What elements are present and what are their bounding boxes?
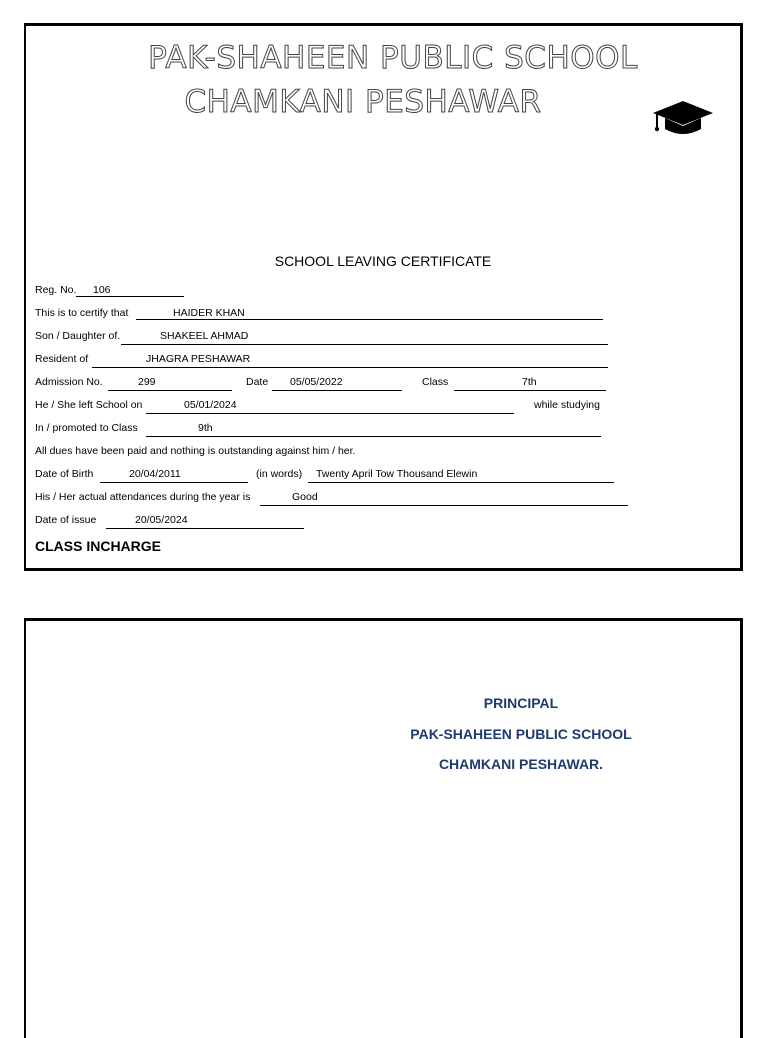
dues-statement: All dues have been paid and nothing is outstanding against him / her. xyxy=(35,445,356,457)
dob-in-words-value: Twenty April Tow Thousand Elewin xyxy=(316,468,478,480)
date-label: Date xyxy=(246,376,269,388)
resident-underline xyxy=(92,367,608,368)
dob-label: Date of Birth xyxy=(35,468,94,480)
certificate-heading: SCHOOL LEAVING CERTIFICATE xyxy=(274,253,492,269)
certificate-page-2 xyxy=(24,618,743,1038)
dob-underline xyxy=(100,482,248,483)
attendance-underline xyxy=(260,505,628,506)
school-location-title: CHAMKANI PESHAWAR xyxy=(184,84,542,120)
parent-label: Son / Daughter of. xyxy=(35,330,121,342)
graduation-cap-icon xyxy=(651,97,715,137)
admission-underline xyxy=(108,390,232,391)
promoted-label: In / promoted to Class xyxy=(35,422,138,434)
admission-date-value: 05/05/2022 xyxy=(290,376,343,388)
dob-in-words-underline xyxy=(308,482,614,483)
class-incharge-signature: CLASS INCHARGE xyxy=(35,538,162,554)
promoted-underline xyxy=(146,436,601,437)
admission-date-underline xyxy=(272,390,402,391)
parent-name: SHAKEEL AHMAD xyxy=(160,330,249,342)
certificate-page-1 xyxy=(24,23,743,571)
in-words-label: (in words) xyxy=(256,468,303,480)
principal-school-name: PAK-SHAHEEN PUBLIC SCHOOL xyxy=(410,725,632,742)
student-name-underline xyxy=(136,319,603,320)
student-name: HAIDER KHAN xyxy=(173,307,245,319)
left-school-underline xyxy=(146,413,514,414)
parent-name-underline xyxy=(121,344,608,345)
promoted-value: 9th xyxy=(198,422,213,434)
issue-date-label: Date of issue xyxy=(35,514,97,526)
dob-value: 20/04/2011 xyxy=(129,468,181,480)
issue-date-value: 20/05/2024 xyxy=(135,514,188,526)
class-value: 7th xyxy=(522,376,537,388)
class-underline xyxy=(454,390,606,391)
while-studying-label: while studying xyxy=(534,399,600,411)
left-school-value: 05/01/2024 xyxy=(184,399,237,411)
admission-value: 299 xyxy=(138,376,156,388)
resident-value: JHAGRA PESHAWAR xyxy=(146,353,251,365)
principal-school-location: CHAMKANI PESHAWAR. xyxy=(438,756,604,772)
issue-date-underline xyxy=(106,528,304,529)
class-label: Class xyxy=(422,376,449,388)
reg-no-underline xyxy=(76,296,184,297)
reg-no-value: 106 xyxy=(93,284,111,296)
reg-no-label: Reg. No. xyxy=(35,284,77,296)
attendance-value: Good xyxy=(292,491,318,503)
attendance-label: His / Her actual attendances during the year is xyxy=(35,491,251,503)
admission-label: Admission No. xyxy=(35,376,103,388)
school-name-title: PAK-SHAHEEN PUBLIC SCHOOL xyxy=(148,40,638,76)
left-school-label: He / She left School on xyxy=(35,399,143,411)
certify-label: This is to certify that xyxy=(35,307,129,319)
principal-signature-block xyxy=(386,693,656,785)
principal-title: PRINCIPAL xyxy=(483,695,559,711)
resident-label: Resident of xyxy=(35,353,89,365)
